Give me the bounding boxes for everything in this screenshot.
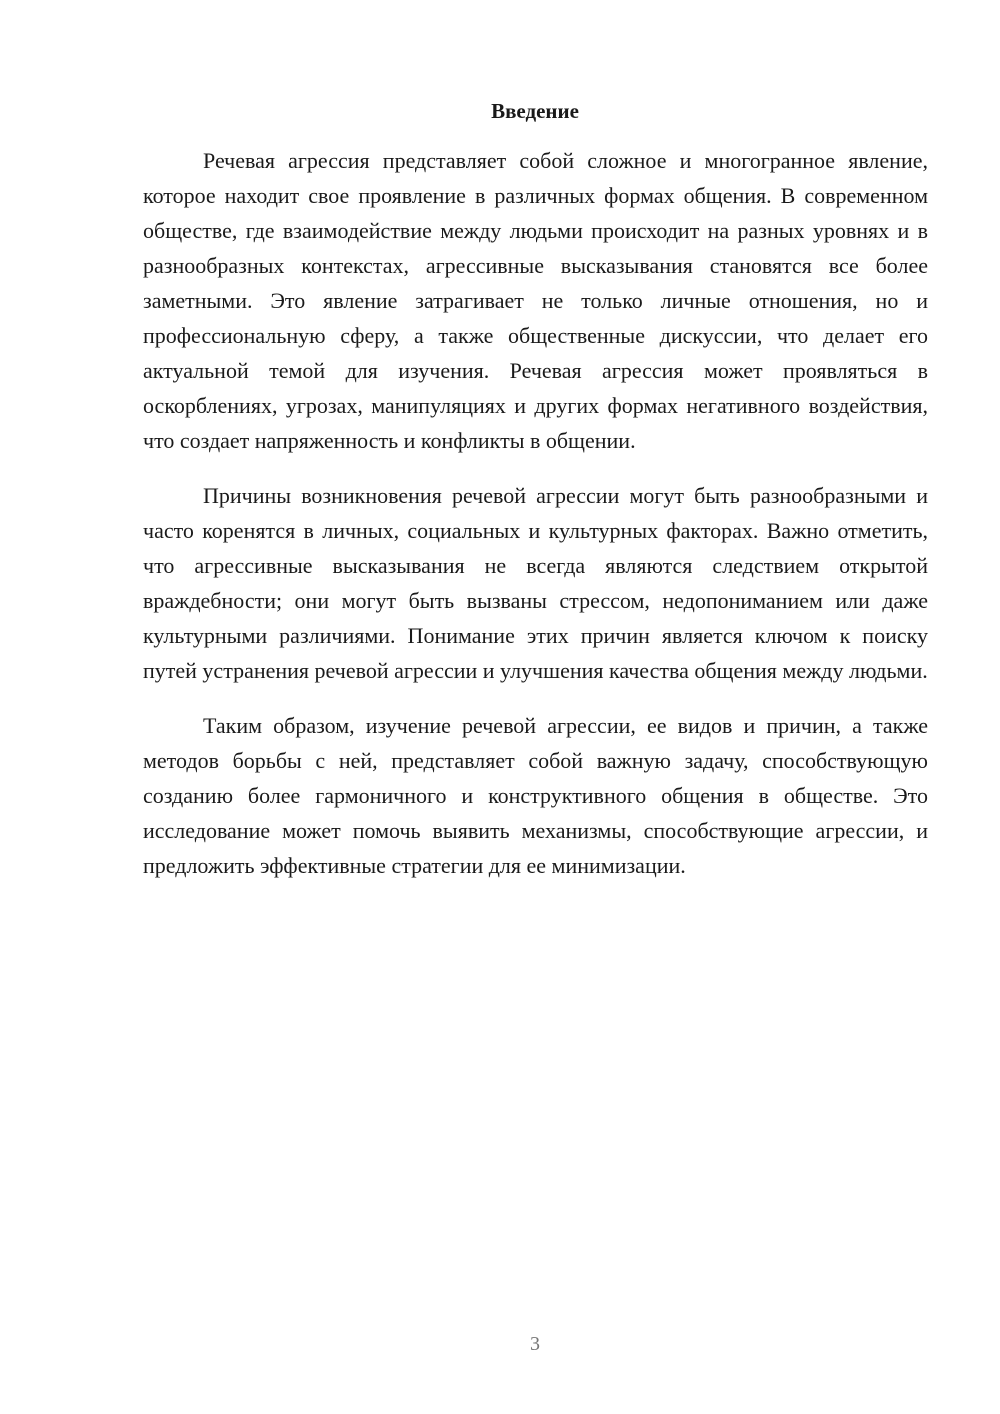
paragraph-1: Речевая агрессия представляет собой сложное и многогранное явление, которое находит свое проявление в различных формах общения. В современном обществе, где взаимодействие между людьми происходит на разных уровнях и в разнообразных контекстах, агрессивные высказывания становятся все более заметными. Это явление затрагивает не только личные отношения, но и профессиональную сферу, а также общественные дискуссии, что делает его актуальной темой для изучения. Речевая агрессия может проявляться в оскорблениях, угрозах, манипуляциях и других формах негативного воздействия, что создает напряженность и конфликты в общении. — [143, 148, 928, 453]
section-heading: Введение — [491, 99, 579, 123]
page-number: 3 — [530, 1333, 540, 1355]
body-text — [143, 143, 928, 903]
paragraph-2: Причины возникновения речевой агрессии могут быть разнообразными и часто коренятся в личных, социальных и культурных факторах. Важно отметить, что агрессивные высказывания не всегда являются следствием открытой враждебности; они могут быть вызваны стрессом, недопониманием или даже культурными различиями. Понимание этих причин является ключом к поиску путей устранения речевой агрессии и улучшения качества общения между людьми. — [143, 483, 928, 683]
paragraph-3: Таким образом, изучение речевой агрессии, ее видов и причин, а также методов борьбы с ней, представляет собой важную задачу, способствующую созданию более гармоничного и конструктивного общения в обществе. Это исследование может помочь выявить механизмы, способствующие агрессии, и предложить эффективные стратегии для ее минимизации. — [143, 713, 928, 878]
